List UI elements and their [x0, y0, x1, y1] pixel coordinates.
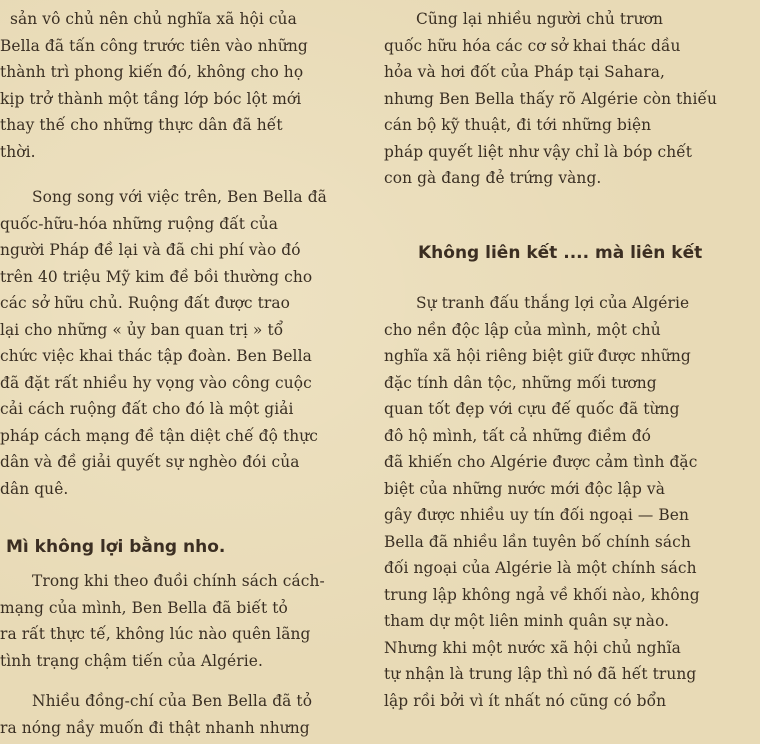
text-line: Bella đã nhiều lần tuyên bố chính sách — [384, 532, 691, 551]
text-line: tình trạng chậm tiến của Algérie. — [0, 651, 263, 670]
right-paragraph-1 — [384, 6, 760, 192]
text-line: đối ngoại của Algérie là một chính sách — [384, 559, 697, 577]
text-line: dân quê. — [0, 479, 69, 498]
text-line: Nhiều đồng-chí của Ben Bella đã tỏ — [32, 692, 313, 710]
text-line: tự nhận là trung lập thì nó đã hết trung — [384, 665, 697, 683]
text-line: chức việc khai thác tập đoàn. Ben Bella — [0, 347, 312, 365]
text-line: thành trì phong kiến đó, không cho họ — [0, 63, 304, 81]
text-line: Song song với việc trên, Ben Bella đã — [32, 188, 327, 206]
text-line: thay thế cho những thực dân đã hết — [0, 116, 283, 134]
text-line: lại cho những « ủy ban quan trị » tổ — [0, 320, 284, 339]
text-line: cho nền độc lập của mình, một chủ — [384, 320, 661, 339]
text-line: ra rất thực tế, không lúc nào quên lãng — [0, 625, 311, 643]
text-line: đã khiến cho Algérie được cảm tình đặc — [384, 453, 698, 471]
right-paragraph-2 — [384, 290, 760, 714]
text-line: hỏa và hơi đốt của Pháp tại Sahara, — [384, 63, 666, 81]
text-line: con gà đang đẻ trứng vàng. — [384, 169, 602, 187]
text-line: nghĩa xã hội riêng biệt giữ được những — [384, 347, 691, 365]
text-line: gây được nhiều uy tín đối ngoại — Ben — [384, 506, 690, 524]
text-line: quan tốt đẹp với cựu đế quốc đã từng — [384, 400, 680, 418]
text-line: pháp quyết liệt như vậy chỉ là bóp chết — [384, 142, 693, 161]
text-line: đã đặt rất nhiều hy vọng vào công cuộc — [0, 373, 312, 392]
left-paragraph-1 — [0, 6, 366, 165]
section-heading-mi-khong-loi: Mì không lợi bằng nho. — [6, 537, 226, 557]
text-line: Sự tranh đấu thắng lợi của Algérie — [416, 294, 690, 312]
text-line: cải cách ruộng đất cho đó là một giải — [0, 400, 294, 418]
left-paragraph-4 — [0, 688, 366, 741]
text-line: tham dự một liên minh quân sự nào. — [384, 612, 670, 630]
text-line: Bella đã tấn công trước tiên vào những — [0, 36, 308, 55]
text-line: nhưng Ben Bella thấy rõ Algérie còn thiếu — [384, 89, 718, 108]
text-line: pháp cách mạng đề tận diệt chế độ thực — [0, 426, 319, 445]
text-line: cán bộ kỹ thuật, đi tới những biện — [384, 116, 652, 134]
text-line: đô hộ mình, tất cả những điềm đó — [384, 426, 652, 445]
text-line: thời. — [0, 142, 36, 161]
text-line: các sở hữu chủ. Ruộng đất được trao — [0, 294, 291, 312]
section-heading-khong-lien-ket: Không liên kết .... mà liên kết — [418, 243, 703, 263]
text-line: trung lập không ngả về khối nào, không — [384, 585, 700, 604]
left-paragraph-2 — [0, 184, 366, 502]
text-line: quốc hữu hóa các cơ sở khai thác dầu — [384, 36, 681, 55]
text-line: kịp trở thành một tầng lớp bóc lột mới — [0, 89, 302, 108]
text-line: sản vô chủ nên chủ nghĩa xã hội của — [10, 10, 297, 28]
text-line: quốc-hữu-hóa những ruộng đất của — [0, 214, 279, 233]
text-line: biệt của những nước mới độc lập và — [384, 479, 665, 498]
text-line: Trong khi theo đuồi chính sách cách- — [32, 572, 325, 590]
text-line: Cũng lại nhiều người chủ trươn — [416, 10, 664, 28]
text-line: ra nóng nầy muốn đi thật nhanh nhưng — [0, 718, 310, 737]
text-line: người Pháp đề lại và đã chi phí vào đó — [0, 241, 301, 259]
text-line: dân và đề giải quyết sự nghèo đói của — [0, 453, 300, 471]
text-line: lập rồi bởi vì ít nhất nó cũng có bổn — [384, 691, 667, 710]
left-paragraph-3 — [0, 568, 366, 674]
text-line: Nhưng khi một nước xã hội chủ nghĩa — [384, 638, 681, 657]
text-line: trên 40 triệu Mỹ kim đề bồi thường cho — [0, 267, 313, 286]
text-line: đặc tính dân tộc, những mối tương — [384, 373, 657, 392]
text-line: mạng của mình, Ben Bella đã biết tỏ — [0, 598, 288, 617]
